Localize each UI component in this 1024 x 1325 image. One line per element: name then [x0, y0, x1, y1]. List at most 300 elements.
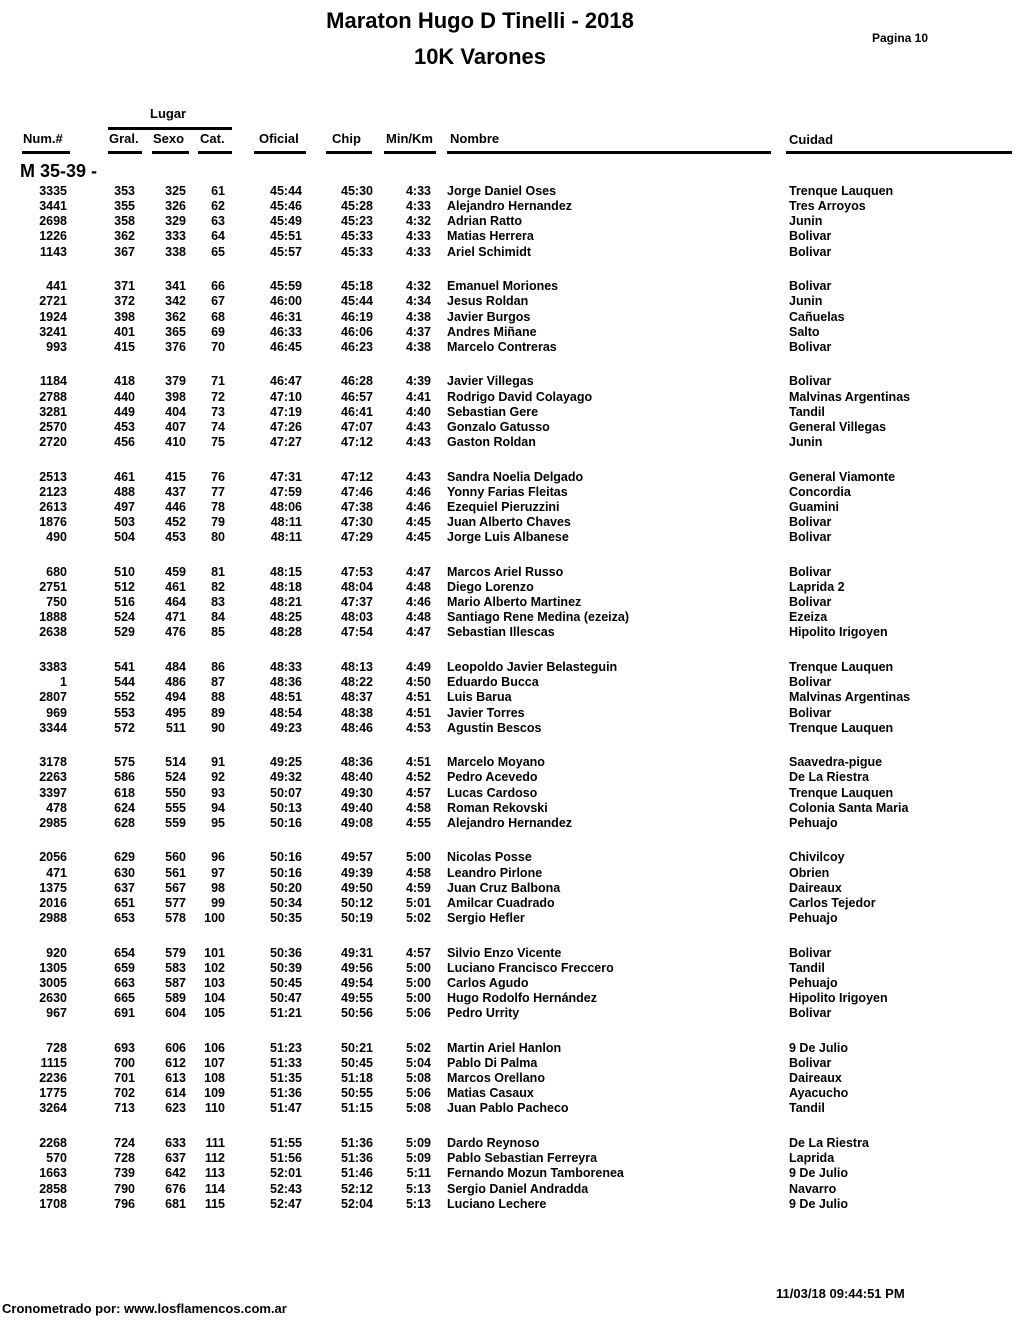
cell-chip: 49:30	[341, 785, 373, 800]
cell-sexo: 613	[165, 1071, 186, 1086]
cell-minkm: 4:57	[405, 785, 431, 800]
cell-ciudad: Junin	[789, 214, 823, 229]
cell-minkm: 4:33	[405, 229, 431, 244]
header-rule-ciudad	[786, 151, 1012, 154]
cell-oficial: 50:13	[270, 800, 302, 815]
cell-chip: 49:31	[341, 945, 373, 960]
cell-cat: 78	[211, 499, 225, 514]
cell-ciudad: Pehuajo	[789, 815, 838, 830]
cell-ciudad: Colonia Santa Maria	[789, 800, 909, 815]
cell-num: 920	[46, 945, 67, 960]
cell-num: 2720	[39, 435, 67, 449]
cell-nombre: Sebastian Illescas	[447, 625, 555, 640]
cell-num: 1708	[39, 1196, 67, 1211]
cell-oficial: 51:21	[270, 1006, 302, 1021]
cell-chip: 48:04	[341, 579, 373, 594]
cell-chip: 48:22	[341, 675, 373, 690]
cell-gral: 355	[114, 199, 135, 214]
cell-gral: 663	[114, 975, 135, 990]
column-header-ciudad: Cuidad	[789, 132, 834, 147]
cell-minkm: 5:00	[405, 991, 431, 1006]
cell-minkm: 4:33	[405, 184, 431, 198]
cell-chip: 49:08	[341, 815, 373, 830]
cell-ciudad: Bolivar	[789, 279, 832, 294]
column-group-lugar: Lugar	[150, 106, 187, 121]
cell-oficial: 48:33	[270, 660, 302, 674]
cell-gral: 618	[114, 785, 135, 800]
header-rule-cat	[198, 151, 232, 154]
cell-ciudad: Bolivar	[789, 1006, 832, 1021]
cell-gral: 653	[114, 911, 135, 925]
cell-gral: 372	[114, 294, 135, 309]
cell-num: 2570	[39, 419, 67, 434]
table-row	[0, 1166, 1024, 1181]
cell-num: 2638	[39, 625, 67, 640]
cell-oficial: 48:18	[270, 579, 302, 594]
cell-minkm: 5:06	[405, 1086, 431, 1101]
cell-chip: 47:12	[341, 469, 373, 484]
cell-nombre: Juan Cruz Balbona	[447, 880, 561, 895]
cell-nombre: Matias Casaux	[447, 1086, 534, 1101]
table-row	[0, 325, 1024, 340]
cell-cat: 77	[211, 484, 225, 499]
cell-ciudad: Hipolito Irigoyen	[789, 991, 888, 1006]
cell-minkm: 4:43	[405, 419, 431, 434]
cell-oficial: 46:33	[270, 324, 302, 339]
cell-sexo: 342	[165, 294, 186, 309]
cell-minkm: 4:59	[405, 880, 431, 895]
cell-minkm: 5:04	[405, 1056, 431, 1070]
cell-minkm: 5:01	[405, 895, 431, 910]
cell-sexo: 559	[165, 815, 186, 830]
cell-gral: 456	[114, 435, 135, 449]
cell-minkm: 4:46	[405, 484, 431, 499]
cell-minkm: 5:09	[405, 1151, 431, 1166]
cell-gral: 488	[114, 484, 135, 499]
cell-minkm: 4:39	[405, 374, 431, 389]
cell-minkm: 4:47	[405, 625, 431, 640]
cell-sexo: 362	[165, 309, 186, 324]
cell-cat: 95	[211, 815, 225, 830]
cell-chip: 49:55	[341, 991, 373, 1006]
table-row	[0, 660, 1024, 675]
table-row	[0, 1182, 1024, 1197]
cell-sexo: 333	[165, 229, 186, 244]
cell-cat: 70	[211, 339, 225, 354]
cell-num: 3241	[39, 324, 67, 339]
cell-nombre: Matias Herrera	[447, 229, 534, 244]
cell-ciudad: Guamini	[789, 499, 840, 514]
table-row	[0, 801, 1024, 816]
cell-chip: 46:06	[341, 324, 373, 339]
table-row	[0, 1056, 1024, 1071]
cell-chip: 50:45	[341, 1056, 373, 1070]
cell-nombre: Leopoldo Javier Belasteguin	[447, 660, 618, 674]
cell-chip: 49:56	[341, 960, 373, 975]
table-row	[0, 420, 1024, 435]
cell-nombre: Emanuel Moriones	[447, 279, 559, 294]
cell-sexo: 495	[165, 705, 186, 720]
cell-gral: 724	[114, 1136, 135, 1150]
cell-num: 3335	[39, 184, 67, 198]
cell-sexo: 398	[165, 389, 186, 404]
cell-chip: 45:18	[341, 279, 373, 294]
cell-nombre: Gaston Roldan	[447, 435, 536, 449]
cell-cat: 79	[211, 515, 225, 530]
cell-oficial: 46:47	[270, 374, 302, 389]
cell-nombre: Dardo Reynoso	[447, 1136, 540, 1150]
cell-oficial: 47:10	[270, 389, 302, 404]
cell-oficial: 45:57	[270, 244, 302, 259]
table-row	[0, 625, 1024, 640]
cell-gral: 700	[114, 1056, 135, 1070]
cell-sexo: 452	[165, 515, 186, 530]
cell-gral: 796	[114, 1196, 135, 1211]
cell-ciudad: Tres Arroyos	[789, 199, 866, 214]
cell-num: 2751	[39, 579, 67, 594]
cell-chip: 47:37	[341, 595, 373, 610]
cell-gral: 629	[114, 850, 135, 865]
cell-oficial: 48:54	[270, 705, 302, 720]
cell-oficial: 50:39	[270, 960, 302, 975]
cell-sexo: 326	[165, 199, 186, 214]
cell-gral: 702	[114, 1086, 135, 1101]
cell-oficial: 51:47	[270, 1101, 302, 1116]
cell-num: 1115	[40, 1056, 67, 1070]
cell-oficial: 50:16	[270, 815, 302, 830]
cell-nombre: Carlos Agudo	[447, 975, 529, 990]
cell-chip: 45:33	[341, 244, 373, 259]
cell-oficial: 47:19	[270, 404, 302, 419]
cell-minkm: 4:49	[405, 660, 431, 674]
header-rule-num	[22, 151, 70, 154]
cell-sexo: 579	[165, 945, 186, 960]
cell-nombre: Mario Alberto Martinez	[447, 595, 582, 610]
cell-chip: 49:39	[341, 865, 373, 880]
cell-nombre: Luis Barua	[447, 690, 512, 705]
cell-gral: 524	[114, 610, 135, 625]
cell-ciudad: Malvinas Argentinas	[789, 389, 911, 404]
cell-nombre: Nicolas Posse	[447, 850, 532, 865]
cell-ciudad: Chivilcoy	[789, 850, 845, 865]
cell-cat: 110	[204, 1101, 225, 1116]
cell-ciudad: Bolivar	[789, 515, 832, 530]
cell-cat: 97	[211, 865, 225, 880]
cell-chip: 49:57	[341, 850, 373, 865]
cell-oficial: 51:55	[270, 1136, 302, 1150]
cell-cat: 76	[211, 469, 225, 484]
column-header-chip: Chip	[332, 131, 361, 146]
cell-cat: 103	[204, 975, 225, 990]
cell-oficial: 45:44	[270, 184, 302, 198]
cell-sexo: 437	[165, 484, 186, 499]
cell-cat: 111	[205, 1136, 225, 1150]
cell-chip: 52:04	[341, 1196, 373, 1211]
cell-num: 3441	[39, 199, 67, 214]
cell-cat: 68	[211, 309, 225, 324]
cell-minkm: 4:51	[405, 690, 431, 705]
table-row	[0, 279, 1024, 294]
cell-chip: 48:13	[341, 660, 373, 674]
cell-gral: 415	[114, 339, 135, 354]
cell-oficial: 48:11	[270, 515, 302, 530]
cell-chip: 51:46	[341, 1166, 373, 1181]
cell-cat: 104	[204, 991, 225, 1006]
cell-oficial: 49:25	[270, 755, 302, 770]
table-row	[0, 390, 1024, 405]
cell-cat: 62	[211, 199, 225, 214]
table-row	[0, 881, 1024, 896]
table-row	[0, 530, 1024, 545]
cell-cat: 85	[211, 625, 225, 640]
cell-minkm: 4:47	[405, 564, 431, 579]
cell-minkm: 5:00	[405, 975, 431, 990]
cell-sexo: 606	[165, 1040, 186, 1055]
cell-oficial: 50:47	[270, 991, 302, 1006]
cell-gral: 790	[114, 1181, 135, 1196]
table-row	[0, 690, 1024, 705]
cell-oficial: 51:36	[270, 1086, 302, 1101]
cell-nombre: Eduardo Bucca	[447, 675, 539, 690]
cell-chip: 45:44	[341, 294, 373, 309]
cell-num: 471	[46, 865, 67, 880]
cell-cat: 69	[211, 324, 225, 339]
cell-chip: 48:38	[341, 705, 373, 720]
cell-ciudad: Trenque Lauquen	[789, 720, 894, 735]
cell-nombre: Pablo Di Palma	[447, 1056, 538, 1070]
cell-chip: 46:41	[341, 404, 373, 419]
table-row	[0, 340, 1024, 355]
cell-gral: 401	[114, 324, 135, 339]
header-rule-chip	[326, 151, 372, 154]
cell-chip: 45:23	[341, 214, 373, 229]
cell-sexo: 642	[165, 1166, 186, 1181]
cell-ciudad: De La Riestra	[789, 770, 869, 785]
cell-chip: 47:38	[341, 499, 373, 514]
cell-sexo: 464	[165, 595, 186, 610]
cell-nombre: Andres Miñane	[447, 324, 537, 339]
header-rule-minkm	[384, 151, 436, 154]
cell-nombre: Pedro Urrity	[447, 1006, 520, 1021]
cell-chip: 48:40	[341, 770, 373, 785]
cell-ciudad: Bolivar	[789, 1056, 832, 1070]
cell-nombre: Alejandro Hernandez	[447, 815, 573, 830]
cell-gral: 371	[114, 279, 135, 294]
table-row	[0, 1086, 1024, 1101]
cell-sexo: 550	[165, 785, 186, 800]
cell-minkm: 4:46	[405, 499, 431, 514]
table-row	[0, 565, 1024, 580]
header-rule-nombre	[447, 151, 771, 154]
cell-minkm: 5:08	[405, 1101, 431, 1116]
cell-oficial: 50:45	[270, 975, 302, 990]
table-row	[0, 961, 1024, 976]
cell-num: 3264	[39, 1101, 67, 1116]
cell-minkm: 5:02	[405, 911, 431, 925]
cell-nombre: Sebastian Gere	[447, 404, 539, 419]
cell-num: 2858	[39, 1181, 67, 1196]
cell-minkm: 5:06	[405, 1006, 431, 1021]
cell-ciudad: Carlos Tejedor	[789, 895, 876, 910]
cell-chip: 47:46	[341, 484, 373, 499]
cell-minkm: 4:57	[405, 945, 431, 960]
cell-minkm: 4:45	[405, 515, 431, 530]
page-subtitle: 10K Varones	[413, 44, 547, 69]
cell-num: 2016	[39, 895, 67, 910]
cell-chip: 51:15	[341, 1101, 373, 1116]
cell-cat: 92	[211, 770, 225, 785]
cell-num: 3005	[39, 975, 67, 990]
cell-sexo: 329	[165, 214, 186, 229]
cell-nombre: Amilcar Cuadrado	[447, 895, 555, 910]
cell-chip: 46:28	[341, 374, 373, 389]
cell-num: 1226	[39, 229, 67, 244]
cell-num: 2807	[39, 690, 67, 705]
column-header-oficial: Oficial	[259, 131, 299, 146]
cell-sexo: 637	[165, 1151, 186, 1166]
cell-gral: 651	[114, 895, 135, 910]
cell-nombre: Sergio Daniel Andradda	[447, 1181, 589, 1196]
cell-oficial: 52:47	[270, 1196, 302, 1211]
cell-nombre: Luciano Francisco Freccero	[447, 960, 614, 975]
cell-ciudad: 9 De Julio	[789, 1040, 849, 1055]
cell-chip: 46:23	[341, 339, 373, 354]
cell-ciudad: Bolivar	[789, 564, 832, 579]
cell-sexo: 341	[165, 279, 186, 294]
table-row	[0, 580, 1024, 595]
cell-chip: 47:07	[341, 419, 373, 434]
cell-chip: 47:54	[341, 625, 373, 640]
table-row	[0, 721, 1024, 736]
cell-chip: 48:37	[341, 690, 373, 705]
cell-num: 2698	[39, 214, 67, 229]
cell-sexo: 681	[165, 1196, 186, 1211]
cell-minkm: 5:08	[405, 1071, 431, 1086]
cell-cat: 80	[211, 530, 225, 545]
cell-ciudad: General Viamonte	[789, 469, 896, 484]
cell-num: 2988	[39, 911, 67, 925]
cell-minkm: 4:40	[405, 404, 431, 419]
cell-gral: 637	[114, 880, 135, 895]
cell-sexo: 511	[165, 720, 186, 735]
cell-nombre: Javier Torres	[447, 705, 525, 720]
cell-ciudad: Laprida	[789, 1151, 835, 1166]
cell-ciudad: Bolivar	[789, 675, 832, 690]
cell-sexo: 476	[165, 625, 186, 640]
cell-minkm: 4:53	[405, 720, 431, 735]
cell-ciudad: De La Riestra	[789, 1136, 869, 1150]
cell-nombre: Juan Alberto Chaves	[447, 515, 571, 530]
cell-gral: 358	[114, 214, 135, 229]
cell-nombre: Yonny Farias Fleitas	[447, 484, 568, 499]
cell-oficial: 45:46	[270, 199, 302, 214]
cell-minkm: 5:13	[405, 1181, 431, 1196]
cell-chip: 47:53	[341, 564, 373, 579]
cell-nombre: Diego Lorenzo	[447, 579, 534, 594]
cell-sexo: 486	[165, 675, 186, 690]
table-row	[0, 595, 1024, 610]
cell-oficial: 48:28	[270, 625, 302, 640]
category-heading: M 35-39 -	[20, 161, 98, 181]
cell-chip: 46:19	[341, 309, 373, 324]
cell-cat: 108	[204, 1071, 225, 1086]
cell-oficial: 52:01	[270, 1166, 302, 1181]
cell-ciudad: Bolivar	[789, 595, 832, 610]
table-row	[0, 610, 1024, 625]
cell-oficial: 51:56	[270, 1151, 302, 1166]
cell-ciudad: Ayacucho	[789, 1086, 849, 1101]
cell-nombre: Hugo Rodolfo Hernández	[447, 991, 597, 1006]
cell-ciudad: Hipolito Irigoyen	[789, 625, 888, 640]
cell-chip: 51:36	[341, 1136, 373, 1150]
cell-gral: 544	[114, 675, 135, 690]
cell-ciudad: Malvinas Argentinas	[789, 690, 911, 705]
column-header-cat: Cat.	[200, 131, 225, 146]
cell-ciudad: Daireaux	[789, 880, 842, 895]
cell-chip: 46:57	[341, 389, 373, 404]
cell-sexo: 407	[165, 419, 186, 434]
cell-ciudad: 9 De Julio	[789, 1166, 849, 1181]
cell-cat: 88	[211, 690, 225, 705]
cell-minkm: 4:38	[405, 309, 431, 324]
cell-nombre: Juan Pablo Pacheco	[447, 1101, 569, 1116]
table-row	[0, 706, 1024, 721]
cell-oficial: 46:45	[270, 339, 302, 354]
cell-oficial: 47:26	[270, 419, 302, 434]
cell-num: 680	[46, 564, 67, 579]
cell-ciudad: Bolivar	[789, 244, 832, 259]
cell-ciudad: Trenque Lauquen	[789, 184, 894, 198]
cell-num: 1924	[39, 309, 67, 324]
cell-nombre: Lucas Cardoso	[447, 785, 538, 800]
cell-oficial: 48:11	[270, 530, 302, 545]
cell-nombre: Alejandro Hernandez	[447, 199, 573, 214]
cell-gral: 512	[114, 579, 135, 594]
timestamp: 11/03/18 09:44:51 PM	[776, 1286, 905, 1301]
cell-num: 2056	[39, 850, 67, 865]
cell-num: 2985	[39, 815, 67, 830]
column-header-gral: Gral.	[109, 131, 139, 146]
table-row	[0, 1101, 1024, 1116]
cell-gral: 572	[114, 720, 135, 735]
cell-minkm: 4:45	[405, 530, 431, 545]
cell-num: 2236	[39, 1071, 67, 1086]
cell-num: 2513	[39, 469, 67, 484]
cell-sexo: 415	[165, 469, 186, 484]
cell-ciudad: General Villegas	[789, 419, 887, 434]
cell-minkm: 4:32	[405, 214, 431, 229]
cell-chip: 50:55	[341, 1086, 373, 1101]
cell-oficial: 49:23	[270, 720, 302, 735]
cell-ciudad: Pehuajo	[789, 911, 838, 925]
cell-cat: 61	[211, 184, 225, 198]
cell-oficial: 47:59	[270, 484, 302, 499]
cell-nombre: Marcelo Contreras	[447, 339, 557, 354]
table-row	[0, 229, 1024, 244]
cell-num: 3397	[39, 785, 67, 800]
cell-minkm: 5:11	[406, 1166, 431, 1181]
cell-cat: 98	[211, 880, 225, 895]
cell-cat: 112	[204, 1151, 225, 1166]
cell-ciudad: 9 De Julio	[789, 1196, 849, 1211]
table-row	[0, 199, 1024, 214]
cell-cat: 113	[204, 1166, 225, 1181]
cell-minkm: 4:55	[405, 815, 431, 830]
table-row	[0, 896, 1024, 911]
column-header-sexo: Sexo	[153, 131, 185, 146]
cell-nombre: Marcos Ariel Russo	[447, 564, 564, 579]
cell-cat: 63	[211, 214, 225, 229]
